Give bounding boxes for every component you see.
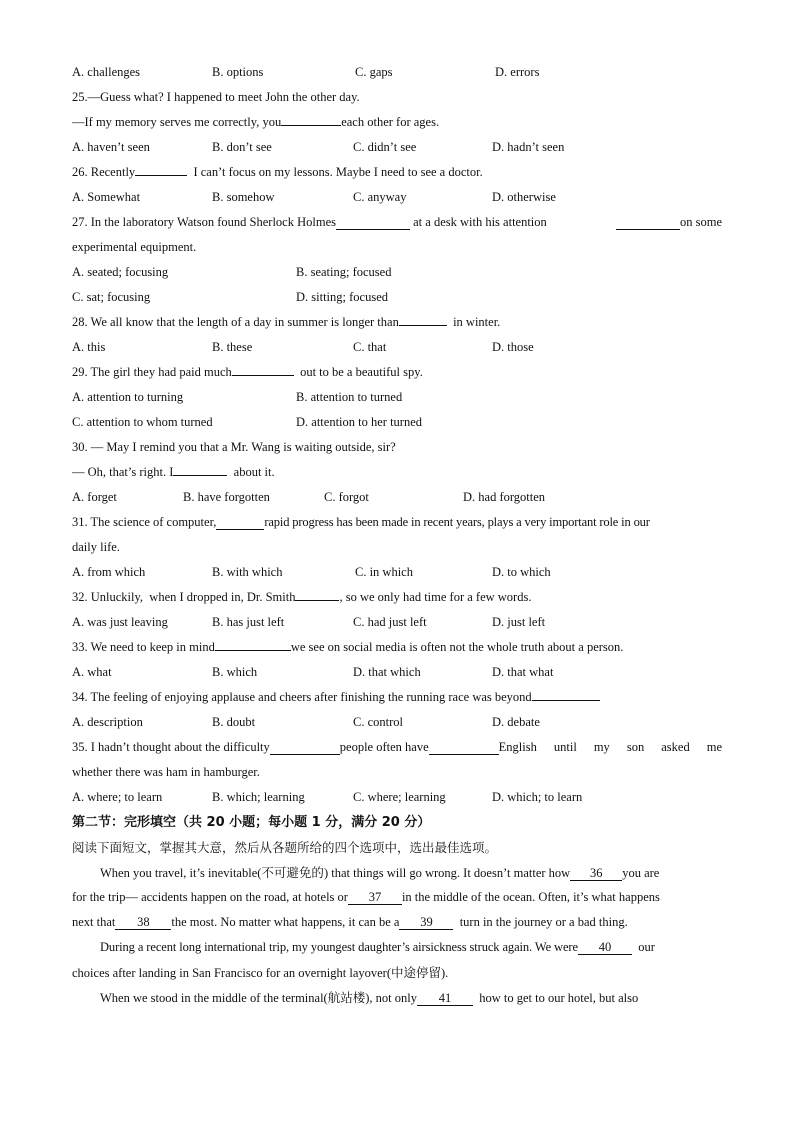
q26-option-d: D. otherwise (492, 190, 556, 204)
q27-option-b: B. seating; focused (296, 265, 392, 279)
q35-options (72, 785, 722, 810)
q26-options (72, 185, 722, 210)
q27-blank-1 (336, 215, 410, 230)
q34-option-a: A. description (72, 715, 143, 729)
q29-option-c: C. attention to whom turned (72, 415, 213, 429)
q26-blank (135, 161, 187, 176)
passage-p2-line1 (72, 935, 722, 960)
passage-text: During a recent long international trip, my youngest daughter’s airsickness struck again. We were (100, 940, 578, 954)
q33-options (72, 660, 722, 685)
blank-41: 41 (417, 991, 473, 1006)
passage-text: the most. No matter what happens, it can be a (171, 915, 400, 929)
passage-text: in the middle of the ocean. Often, it’s what happens (401, 890, 660, 904)
q30-line2-start: — Oh, that’s right. I (72, 465, 174, 479)
q24-option-c: C. gaps (355, 65, 393, 79)
q24-option-b: B. options (212, 65, 264, 79)
q26-stem-start: 26. Recently (72, 165, 136, 179)
q34-options (72, 710, 722, 735)
q33-stem-start: 33. We need to keep in mind (72, 640, 215, 654)
q35-option-d: D. which; to learn (492, 790, 583, 804)
q33-stem-end: we see on social media is often not the whole truth about a person. (290, 640, 624, 654)
q28-option-b: B. these (212, 340, 253, 354)
q34-option-d: D. debate (492, 715, 540, 729)
q35-stem-mid: people often have (339, 740, 429, 754)
q30-line2-end: about it. (227, 465, 275, 479)
q28-option-c: C. that (353, 340, 387, 354)
blank-40: 40 (578, 940, 632, 955)
q27-stem-start: 27. In the laboratory Watson found Sherlock Holmes (72, 215, 336, 229)
exam-page (72, 60, 722, 1010)
section2-instruction: 阅读下面短文，掌握其大意，然后从各题所给的四个选项中，选出最佳选项。 (72, 840, 498, 855)
q26-option-a: A. Somewhat (72, 190, 141, 204)
q27-stem-line2: experimental equipment. (72, 240, 197, 254)
q28-blank (399, 311, 447, 326)
q30-line2 (72, 460, 722, 485)
q32-options (72, 610, 722, 635)
q31-stem-start: 31. The science of computer, (72, 515, 217, 529)
q30-option-c: C. forgot (324, 490, 369, 504)
passage-text: When you travel, it’s inevitable( (100, 866, 262, 880)
q34-blank (532, 686, 600, 701)
q26-option-b: B. somehow (212, 190, 275, 204)
blank-38: 38 (115, 915, 171, 930)
q28-stem (72, 310, 722, 335)
passage-p2-line2 (72, 960, 722, 985)
q29-options-row2 (72, 410, 722, 435)
q32-stem (72, 585, 722, 610)
q28-stem-start: 28. We all know that the length of a day in summer is longer than (72, 315, 399, 329)
q31-stem (72, 510, 722, 535)
q29-stem (72, 360, 722, 385)
q34-stem (72, 685, 722, 710)
passage-p1-line1 (72, 860, 722, 885)
q27-stem (72, 210, 722, 235)
q34-stem-start: 34. The feeling of enjoying applause and cheers after finishing the running race was beyond (72, 690, 532, 704)
q29-option-a: A. attention to turning (72, 390, 184, 404)
q31-option-c: C. in which (355, 565, 413, 579)
q31-stem-end: rapid progress has been made in recent years, plays a very important role in our (264, 515, 650, 529)
passage-text: turn in the journey or a bad thing. (453, 915, 628, 929)
section2-title: 第二节：完形填空（共 20 小题；每小题 1 分，满分 20 分） (72, 815, 431, 830)
q27-blank-2 (616, 215, 680, 230)
q27-option-c: C. sat; focusing (72, 290, 151, 304)
q30-option-a: A. forget (72, 490, 117, 504)
q35-stem (72, 735, 722, 760)
q24-options (72, 60, 722, 85)
q32-option-c: C. had just left (353, 615, 427, 629)
q28-option-d: D. those (492, 340, 534, 354)
q32-option-d: D. just left (492, 615, 546, 629)
q26-stem-end: I can’t focus on my lessons. Maybe I need to see a doctor. (187, 165, 483, 179)
q32-stem-end: , so we only had time for a few words. (339, 590, 532, 604)
q29-option-d: D. attention to her turned (296, 415, 423, 429)
q30-option-d: D. had forgotten (463, 490, 546, 504)
q25-line2-end: each other for ages. (341, 115, 440, 129)
passage-gloss: 不可避免的 (261, 865, 324, 880)
q30-option-b: B. have forgotten (183, 490, 270, 504)
q25-options (72, 135, 722, 160)
q32-blank (295, 586, 339, 601)
q33-blank (215, 636, 291, 651)
q31-blank (216, 515, 264, 530)
q28-options (72, 335, 722, 360)
q33-stem (72, 635, 722, 660)
q31-option-d: D. to which (492, 565, 551, 579)
q31-option-b: B. with which (212, 565, 283, 579)
q27-stem-mid: at a desk with his attention (410, 215, 547, 229)
passage-text: you are (622, 866, 660, 880)
q30-stem: 30. — May I remind you that a Mr. Wang is waiting outside, sir? (72, 440, 396, 454)
q31-options (72, 560, 722, 585)
q28-option-a: A. this (72, 340, 106, 354)
passage-text: ) that things will go wrong. It doesn’t matter how (323, 866, 571, 880)
q29-option-b: B. attention to turned (296, 390, 403, 404)
q34-option-b: B. doubt (212, 715, 256, 729)
q32-option-a: A. was just leaving (72, 615, 168, 629)
q35-option-a: A. where; to learn (72, 790, 163, 804)
passage-text: When we stood in the middle of the terminal( (100, 991, 328, 1005)
q34-option-c: C. control (353, 715, 403, 729)
q27-option-a: A. seated; focusing (72, 265, 169, 279)
q30-blank (173, 461, 227, 476)
q35-stem-line2: whether there was ham in hamburger. (72, 765, 260, 779)
q24-option-d: D. errors (495, 65, 540, 79)
q26-stem (72, 160, 722, 185)
passage-text: ). (441, 966, 449, 980)
q32-stem-start: 32. Unluckily, when I dropped in, Dr. Smith (72, 590, 296, 604)
blank-37: 37 (348, 890, 402, 905)
q25-blank (281, 111, 341, 126)
q27-option-d: D. sitting; focused (296, 290, 389, 304)
passage-text: choices after landing in San Francisco for an overnight layover( (72, 966, 391, 980)
q31-option-a: A. from which (72, 565, 146, 579)
passage-text: our (631, 940, 655, 954)
q31-stem-line2: daily life. (72, 540, 120, 554)
q33-option-d: D. that what (492, 665, 554, 679)
q33-option-c: D. that which (353, 665, 421, 679)
passage-text: for the trip— accidents happen on the road, at hotels or (72, 890, 348, 904)
q35-blank-1 (270, 740, 340, 755)
q25-option-c: C. didn’t see (353, 140, 417, 154)
q27-stem-end: on some (679, 215, 722, 229)
q26-option-c: C. anyway (353, 190, 407, 204)
q32-option-b: B. has just left (212, 615, 285, 629)
passage-p1-line2 (72, 885, 722, 910)
q25-option-b: B. don’t see (212, 140, 272, 154)
q24-option-a: A. challenges (72, 65, 141, 79)
q30-options (72, 485, 722, 510)
q29-stem-end: out to be a beautiful spy. (293, 365, 423, 379)
passage-gloss: 中途停留 (391, 965, 442, 980)
q25-option-d: D. hadn’t seen (492, 140, 565, 154)
q29-blank (232, 361, 294, 376)
q27-options-row1 (72, 260, 722, 285)
q25-option-a: A. haven’t seen (72, 140, 150, 154)
q35-stem-end: English until my son asked me (498, 740, 722, 754)
blank-39: 39 (399, 915, 453, 930)
q29-stem-start: 29. The girl they had paid much (72, 365, 232, 379)
q33-option-b: B. which (212, 665, 258, 679)
q25-line2 (72, 110, 722, 135)
passage-text: ), not only (365, 991, 417, 1005)
q25-line2-text: —If my memory serves me correctly, you (72, 115, 282, 129)
q33-option-a: A. what (72, 665, 112, 679)
q35-option-b: B. which; learning (212, 790, 305, 804)
q28-stem-end: in winter. (446, 315, 501, 329)
q35-blank-2 (429, 740, 499, 755)
q27-options-row2 (72, 285, 722, 310)
passage-p3-line1 (72, 985, 722, 1010)
q35-stem-start: 35. I hadn’t thought about the difficulty (72, 740, 270, 754)
passage-text: how to get to our hotel, but also (472, 991, 639, 1005)
passage-text: next that (72, 915, 116, 929)
q35-option-c: C. where; learning (353, 790, 446, 804)
q29-options-row1 (72, 385, 722, 410)
passage-p1-line3 (72, 910, 722, 935)
blank-36: 36 (570, 866, 622, 881)
passage-gloss: 航站楼 (327, 990, 366, 1005)
q25-stem: 25.—Guess what? I happened to meet John the other day. (72, 90, 360, 104)
